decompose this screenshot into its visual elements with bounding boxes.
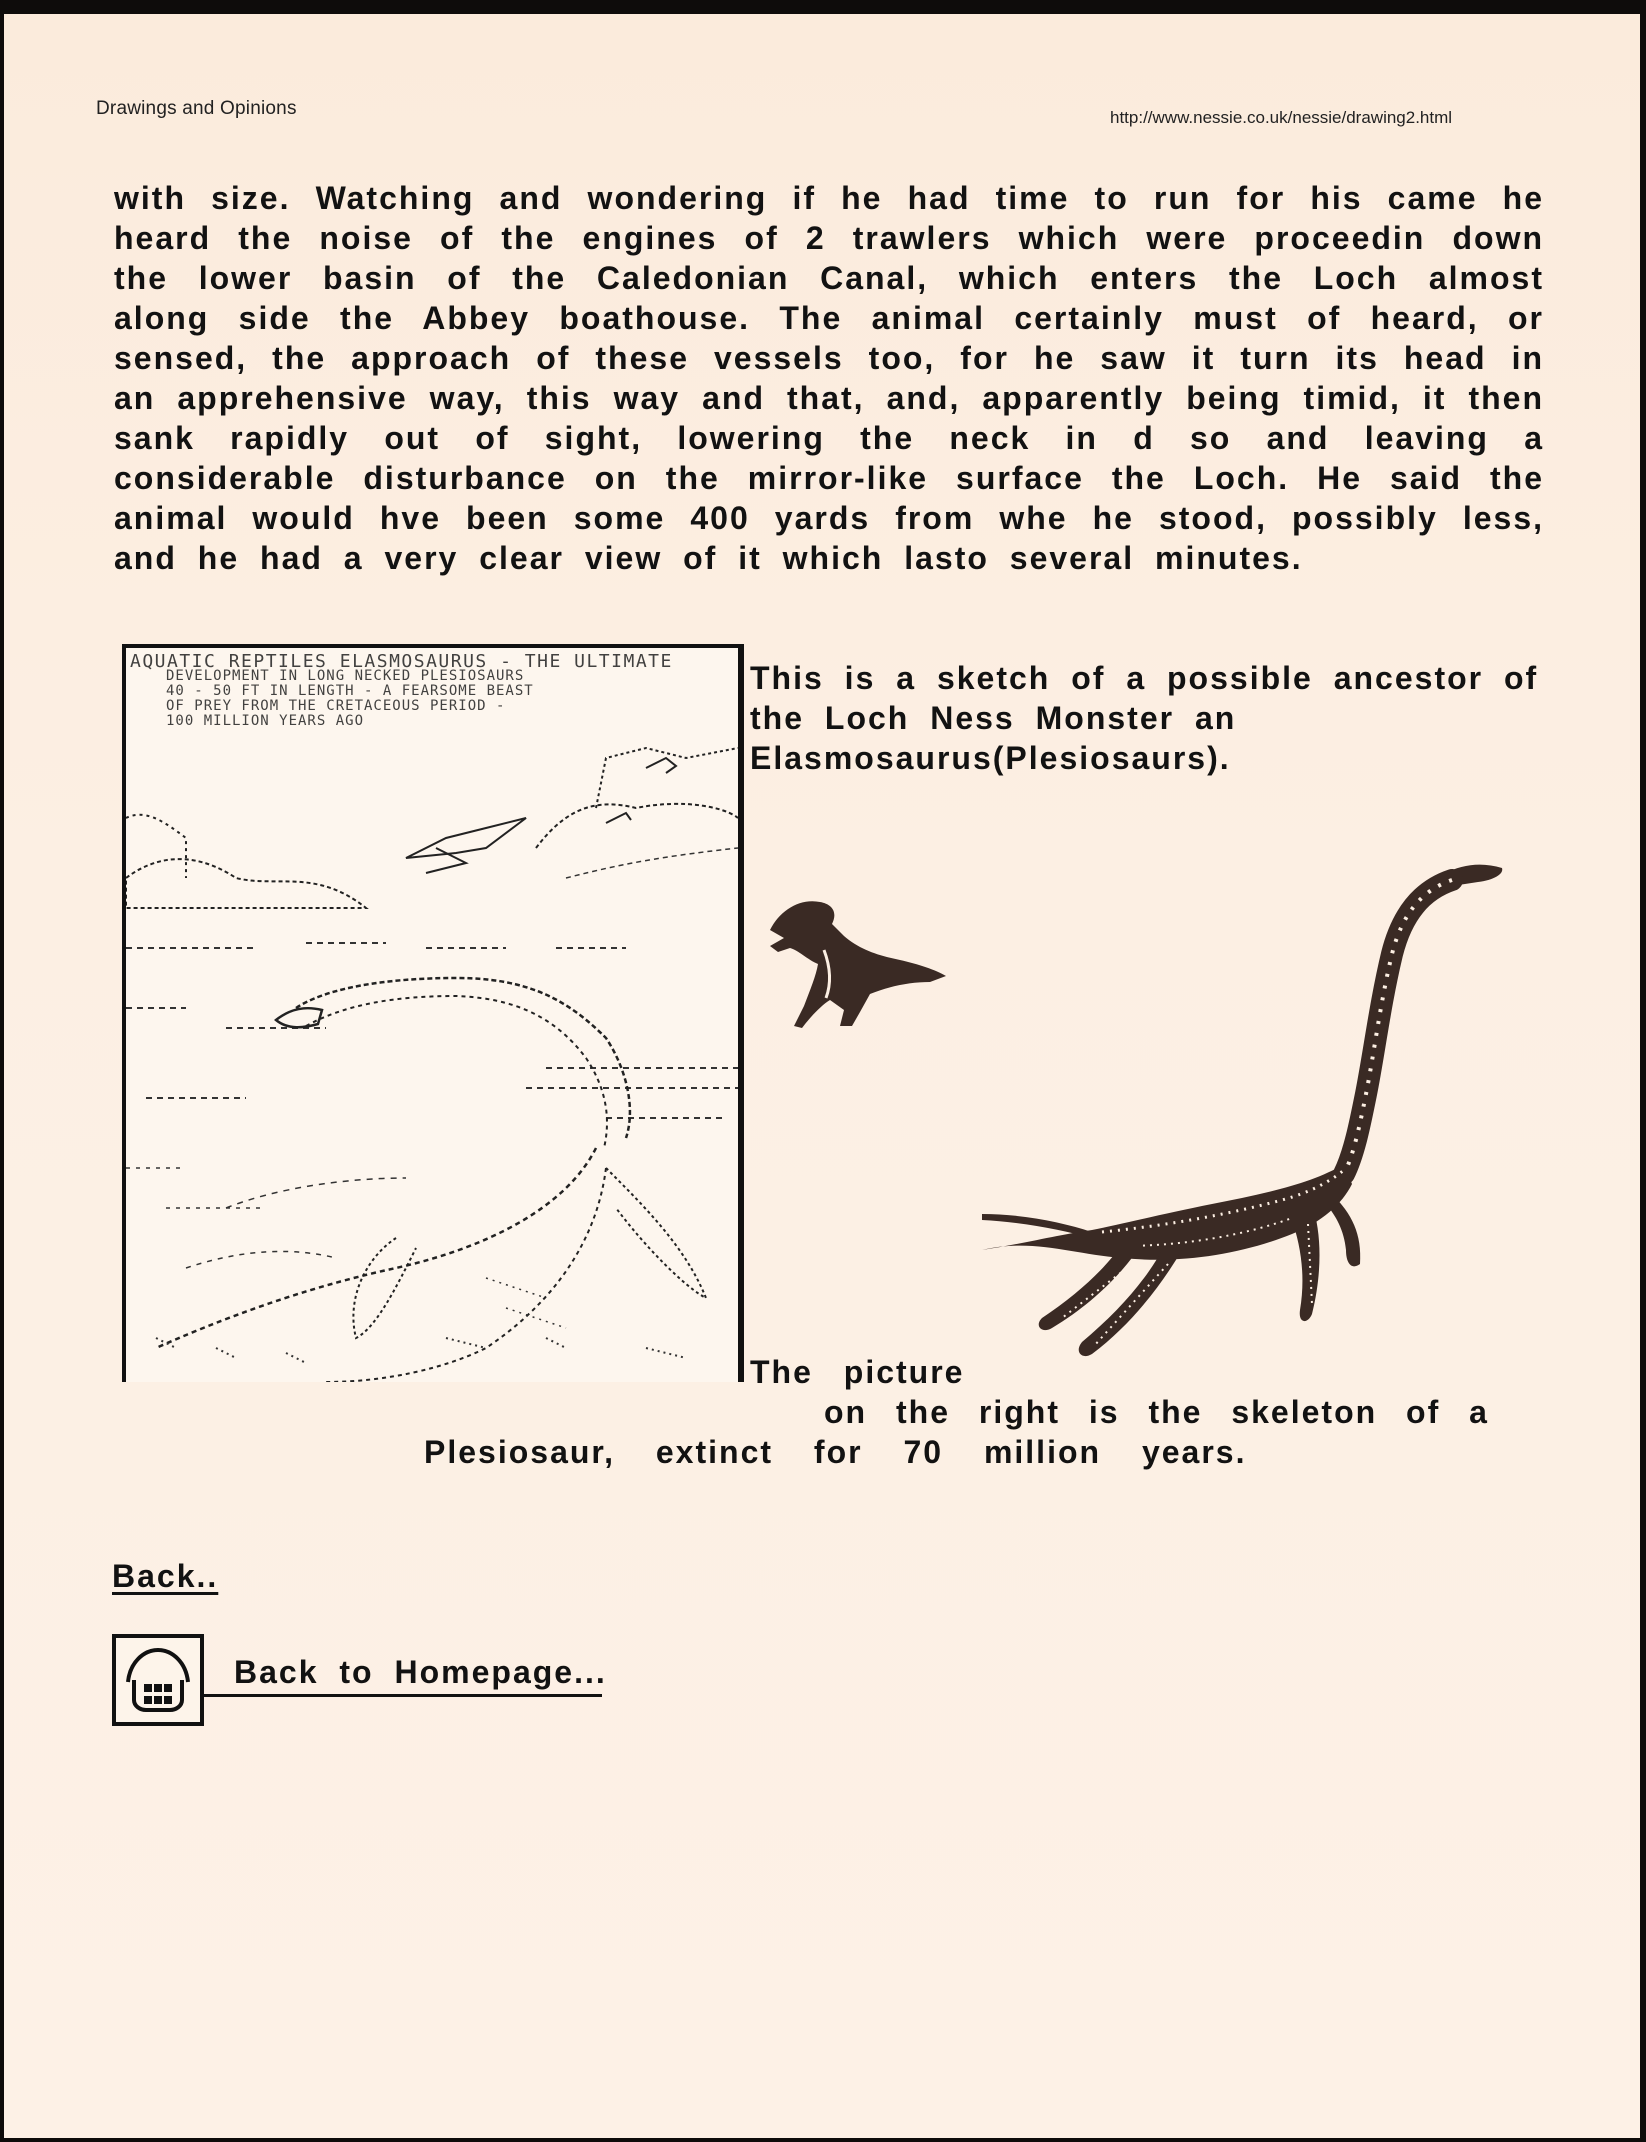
elasmosaurus-sketch xyxy=(122,644,744,1382)
skeleton-caption-line-1: The picture xyxy=(750,1354,965,1390)
sketch-caption-line: 40 - 50 FT IN LENGTH - A FEARSOME BEAST xyxy=(166,683,534,699)
sketch-caption-title: AQUATIC REPTILES ELASMOSAURUS - THE ULTIMATE xyxy=(130,651,673,672)
home-icon-button[interactable] xyxy=(112,1634,204,1726)
page-header-url: http://www.nessie.co.uk/nessie/drawing2.html xyxy=(1110,108,1453,127)
homepage-link-underline xyxy=(204,1694,602,1697)
skeleton-caption-line-3: Plesiosaur, extinct for 70 million years. xyxy=(424,1434,1247,1470)
sketch-caption xyxy=(130,651,730,729)
sketch-caption-line: OF PREY FROM THE CRETACEOUS PERIOD - xyxy=(166,698,506,714)
back-to-homepage-link[interactable]: Back to Homepage... xyxy=(234,1654,607,1690)
sketch-drawing xyxy=(126,648,738,1382)
skeleton-caption-line-2: on the right is the skeleton of a xyxy=(824,1394,1489,1430)
story-paragraph: with size. Watching and wondering if he had time to run for his came he heard the noise of the engines of 2 trawlers which were proceedin down the lower basin of the Caledonian Canal, which enters the Loch almost along side the Abbey boathouse. The animal certainly must of heard, or sensed, the approach of these vessels too, for he saw it turn its head in an apprehensive way, this way and that, and, apparently being timid, it then sank rapidly out of sight, lowering the neck in d so and leaving a considerable disturbance on the mirror-like surface the Loch. He said the animal would hve been some 400 yards from whe he stood, possibly less, and he had a very clear view of it which lasto several minutes. xyxy=(114,180,1544,576)
sketch-description: This is a sketch of a possible ancestor of the Loch Ness Monster an Elasmosaurus(Plesiosaurs). xyxy=(750,660,1539,776)
plesiosaur-skeleton-image xyxy=(982,854,1522,1374)
pterodactyl-icon xyxy=(760,890,950,1030)
printed-page xyxy=(4,14,1640,2138)
sketch-caption-line: 100 MILLION YEARS AGO xyxy=(166,713,365,729)
back-link[interactable]: Back.. xyxy=(112,1558,219,1594)
sketch-caption-line: DEVELOPMENT IN LONG NECKED PLESIOSAURS xyxy=(166,668,525,684)
page-header-title: Drawings and Opinions xyxy=(96,98,297,119)
home-icon xyxy=(116,1638,200,1722)
